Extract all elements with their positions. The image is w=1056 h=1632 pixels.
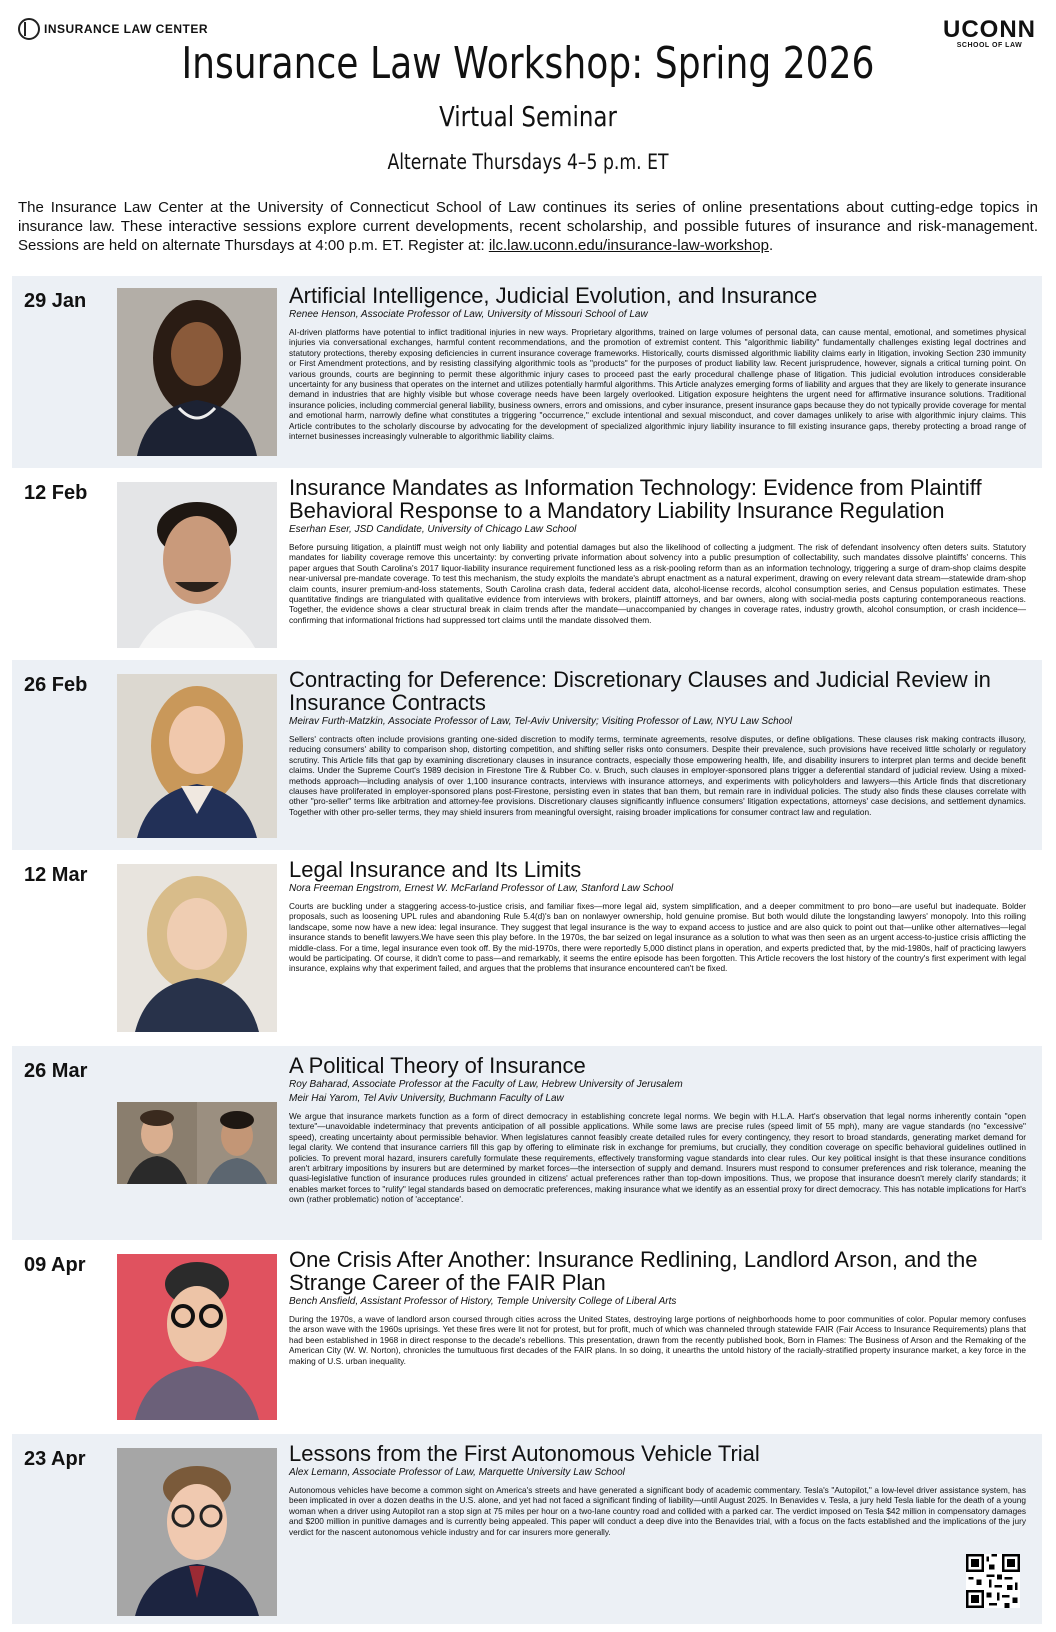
ilc-logo-icon (18, 18, 40, 40)
session-time: Alternate Thursdays 4–5 p.m. ET (387, 150, 669, 174)
session-title: Contracting for Deference: Discretionary Clauses and Judicial Review in Insurance Contracts (289, 667, 991, 715)
session-title: A Political Theory of Insurance (289, 1053, 586, 1078)
uconn-logo-main: UCONN (943, 16, 1036, 43)
session-abstract: Autonomous vehicles have become a common sight on America's streets and have generated a significant body of academic commentary. Tesla's "Autopilot," a low-level driver assistance system, has been implicated in over a dozen deaths in the U.S. alone, and yet had not faced a significant finding of liability—until August 2025. In Benavides v. Tesla, a jury held Tesla liable for the death of a young woman when a driver using Autopilot ran a stop sign at 75 miles per hour on a two-lane country road and collided with a parked car. The verdict imposed on Tesla $42 million in compensatory damages and $200 million in punitive damages and is currently being appealed. This paper will conduct a deep dive into the Benavides trial, with a focus on the facts established and the implications of the jury verdict for the nascent autonomous vehicle industry and for car insurers more generally. (289, 1485, 1026, 1537)
session-abstract: AI-driven platforms have potential to inflict traditional injuries in new ways. Proprietary algorithms, trained on large volumes of personal data, can cause mental, emotional, and sometimes physical injuries via conversational exchanges, harmful content recommendations, and the promotion of extremist content. This "algorithmic liability" fundamentally challenges existing legal doctrines and statutory protections, thereby exposing deficiencies in current insurance coverage frameworks. Historically, courts dismissed algorithmic liability claims early in litigation, invoking Section 230 immunity or First Amendment protections, and by resisting classifying algorithmic tools as "products" for the purposes of product liability law. Recent jurisprudence, however, signals a critical turning point. On various grounds, courts are beginning to permit these algorithmic injury cases to proceed past the early procedural challenge phase of litigation. This judicial evolution introduces considerable uncertainty for any business that operates on the internet and utilizes potentially harmful algorithms. This Article analyzes emerging forms of liability and argues that they are likely to generate insurance demand in industries that are highly visible but whose coverage needs have been largely overlooked. Litigation exposure heightens the urgent need for affirmative insurance solutions. Traditional insurance policies, including commercial general liability, business owners, errors and omissions, and cyber insurance, present insurance gaps because they do not typically provide coverage for mental and emotional harm, narrowly define what constitutes a triggering "occurrence," exclude intentional and sexual misconduct, and cover damages unlikely to arise with algorithmic injury claims. This Article contributes to the scholarly discourse by advocating for the development of specialized algorithmic injury liability insurance to fill existing insurance gaps, thereby protecting a broad range of internet businesses increasingly vulnerable to algorithmic liability claims. (289, 327, 1026, 442)
session-card (12, 850, 1042, 1046)
session-card (12, 660, 1042, 850)
session-author-2: Meir Hai Yarom, Tel Aviv University, Buchmann Faculty of Law (289, 1093, 564, 1104)
uconn-logo-sub: SCHOOL OF LAW (956, 42, 1023, 49)
session-card (12, 468, 1042, 660)
session-title: Artificial Intelligence, Judicial Evolution, and Insurance (289, 283, 818, 308)
session-date: 23 Apr (24, 1448, 86, 1470)
session-date: 12 Mar (24, 864, 88, 886)
session-text (289, 1248, 1026, 1366)
session-card (12, 276, 1042, 468)
intro-text: The Insurance Law Center at the University of Connecticut School of Law continues its series of online presentations about cutting-edge topics in insurance law. These interactive sessions explore current developments, recent scholarship, and possible futures of insurance and risk-management. Sessions are held on alternate Thursdays at 4:00 p.m. ET. Register at: (18, 199, 1038, 254)
session-card (12, 1240, 1042, 1434)
logo-text: INSURANCE LAW CENTER (44, 22, 209, 36)
page-title: Insurance Law Workshop: Spring 2026 (181, 38, 875, 89)
session-text (289, 476, 1026, 625)
speaker-photo (117, 288, 277, 456)
register-link[interactable]: ilc.law.uconn.edu/insurance-law-workshop (488, 237, 769, 254)
session-date: 09 Apr (24, 1254, 86, 1276)
session-card (12, 1434, 1042, 1624)
insurance-law-center-logo (18, 18, 208, 40)
session-author: Bench Ansfield, Assistant Professor of History, Temple University College of Liberal Arts (289, 1296, 677, 1307)
session-author: Roy Baharad, Associate Professor at the Faculty of Law, Hebrew University of Jerusalem (289, 1079, 683, 1090)
session-author: Meirav Furth-Matzkin, Associate Professor of Law, Tel-Aviv University; Visiting Professor of Law, NYU Law School (289, 716, 792, 727)
session-abstract: We argue that insurance markets function as a form of direct democracy in establishing concrete legal norms. We begin with H.L.A. Hart's observation that legal norms inherently contain "open texture"—unavoidable indeterminacy that prevents anticipation of all possible applications. While some laws are precise rules (speed limit of 55 mph), many are vague standards (no "excessive" speed), creating uncertainty about permissible behavior. When legislatures cannot feasibly create detailed rules for every contingency, they resort to broad standards, generating market demand for legal clarity. We contend that insurance carriers fill this gap by offering to eliminate risk in exchange for premiums, but crucially, they condition coverage on specific behavioral guidelines outlined in policies. To prevent moral hazard, insurers carefully formulate these requirements, effectively transforming vague standards into clear rules. Our key political insight is that these insurance conditions aren't arbitrary impositions by insurers but are determined by market forces—the intersection of supply and demand. Insurers must respond to consumer preferences and risk tolerance, meaning the quasi-legislative function of insurance produces rules grounded in citizens' actual preferences rather than top-down impositions. Thus, we propose that insurance doesn't merely clarify standards; it enables market forces to "rulify" legal standards based on democratic preferences, making insurance what we identify as an essential proxy for direct democracy. This has notable implications for Hart's own (rather problematic) notion of 'acceptance'. (289, 1111, 1026, 1205)
session-date: 12 Feb (24, 482, 88, 504)
session-date: 26 Mar (24, 1060, 88, 1082)
speaker-photo (117, 1254, 277, 1420)
session-text (289, 858, 1026, 974)
session-title: Legal Insurance and Its Limits (289, 857, 582, 882)
speaker-photo (117, 674, 277, 838)
speaker-photo (117, 1102, 277, 1184)
session-date: 26 Feb (24, 674, 88, 696)
qr-code-icon[interactable] (966, 1554, 1020, 1608)
session-title: Lessons from the First Autonomous Vehicle Trial (289, 1441, 760, 1466)
session-date: 29 Jan (24, 290, 87, 312)
session-abstract: Before pursuing litigation, a plaintiff must weigh not only liability and potential damages but also the likelihood of collecting a judgment. The risk of defendant insolvency often deters suits. Statutory mandates for liability coverage remove this uncertainty: by converting private information about solvency into a public presumption of collectability, such mandates dissolve plaintiffs' concerns. This paper argues that South Carolina's 2017 liquor-liability insurance requirement functioned less as a risk-pooling reform than as an information technology, triggering a surge of dram-shop claims despite near-universal pre-mandate coverage. To test this mechanism, the study exploits the mandate's abrupt enactment as a natural experiment, drawing on every relevant data stream—statewide dram-shop claim counts, insurer premium-and-loss statements, South Carolina crash data, federal accident data, alcohol-license records, alcohol consumption series, and Census population estimates. These quantitative findings are triangulated with qualitative evidence from interviews with brokers, plaintiff attorneys, and bar owners, along with social-media posts capturing contemporaneous reactions. Together, the evidence shows a clear structural break in claim trends after the mandate—unaccompanied by changes in coverage rates, industry growth, alcohol consumption, or crash incidence—confirming that informational frictions had suppressed tort claims until the mandate dissolved them. (289, 542, 1027, 625)
session-text (289, 1442, 1026, 1537)
session-abstract: During the 1970s, a wave of landlord arson coursed through cities across the United States, destroying large portions of neighborhoods home to poor communities of color. Popular memory confuses the arson wave with the 1960s uprisings. Yet these fires were lit not for protest, but for profit, much of which was channeled through statewide FAIR (Fair Access to Insurance Requirements) plans that had been established in 1968 in direct response to the decade's rebellions. This presentation, drawn from the recently published book, Born in Flames: The Business of Arson and the Remaking of the American City (W. W. Norton), chronicles the tumultuous first decades of the FAIR plans. In so doing, it unearths the untold history of the racially-stratified property insurance market, a key force in the making of U.S. urban inequality. (289, 1314, 1026, 1366)
session-author: Alex Lemann, Associate Professor of Law, Marquette University Law School (289, 1467, 625, 1478)
session-title: One Crisis After Another: Insurance Redlining, Landlord Arson, and the Strange Career of the FAIR Plan (289, 1247, 978, 1295)
page-subtitle: Virtual Seminar (439, 100, 617, 133)
session-author: Nora Freeman Engstrom, Ernest W. McFarland Professor of Law, Stanford Law School (289, 883, 674, 894)
session-text (289, 284, 1026, 441)
session-text (289, 1054, 1026, 1205)
intro-end: . (768, 237, 774, 254)
session-author: Renee Henson, Associate Professor of Law, University of Missouri School of Law (289, 309, 648, 320)
session-author: Eserhan Eser, JSD Candidate, University of Chicago Law School (289, 524, 577, 535)
session-text (289, 668, 1026, 817)
session-abstract: Sellers' contracts often include provisions granting one-sided discretion to modify terms, terminate agreements, resolve disputes, or define obligations. These clauses risk making contracts illusory, reducing consumers' ability to comparison shop, distorting competition, and shifting seller risks onto consumers. Despite their prevalence, such provisions have received little scholarly or regulatory scrutiny. This Article fills that gap by examining discretionary clauses in insurance contracts, especially those empowering health, life, and disability insurers to interpret plan terms and decide benefit claims. Under the Supreme Court's 1989 decision in Firestone Tire & Rubber Co. v. Bruch, such clauses in employer-sponsored plans trigger a deferential standard of judicial review. Using a mixed-methods approach—including analysis of over 1,100 insurance contracts, interviews with insurance attorneys, and experiments with policyholders and lawyers—this Article finds that discretionary clauses have proliferated in employer-sponsored plans post-Firestone, persisting even in states that ban them, but remain rare in individual policies. The study also finds these clauses correlate with other "pro-seller" terms like arbitration and attorney-fee provisions. Discretionary clauses significantly influence consumers' litigation expectations, attorneys' case decisions, and settlement dynamics. Together with other pro-seller terms, they may shield insurers from meaningful oversight, raising broader implications for consumer contract law and regulation. (289, 734, 1026, 817)
speaker-photo (117, 1448, 277, 1616)
speaker-photo (117, 864, 277, 1032)
session-title: Insurance Mandates as Information Technology: Evidence from Plaintiff Behavioral Response to a Mandatory Liability Insurance Regulation (289, 475, 982, 523)
intro-paragraph (18, 198, 1038, 255)
session-card (12, 1046, 1042, 1240)
speaker-photo (117, 482, 277, 648)
session-abstract: Courts are buckling under a staggering access-to-justice crisis, and familiar fixes—more legal aid, system simplification, and a deeper commitment to pro bono—are useful but inadequate. Bolder proposals, such as loosening UPL rules and abandoning Rule 5.4(d)'s ban on nonlawyer ownership, hold genuine promise. But both would dilute the longstanding lawyers' monopoly. Into this roiling landscape, some now have a new idea: legal insurance. They suggest that legal insurance is the way to expand access to justice and are also quick to point out that—unlike other alternatives—legal insurance stands to benefit lawyers.We have seen this play before. In the 1970s, the bar seized on legal insurance as a solution to what was then seen as an urgent access-to-justice crisis afflicting the middle-class. For a time, legal insurance even took off. By the mid-1970s, there were reportedly 5,000 distinct plans in operation, and experts predicted that, by the mid-1980s, half of practicing lawyers would be participating. Of course, it didn't come to pass—and remarkably, it seems the entire episode has been forgotten. This Article recovers the lost history of the country's first experiment with legal insurance, explains why that experiment failed, and argues that the problems that insurance encountered can't be fixed. (289, 901, 1026, 974)
